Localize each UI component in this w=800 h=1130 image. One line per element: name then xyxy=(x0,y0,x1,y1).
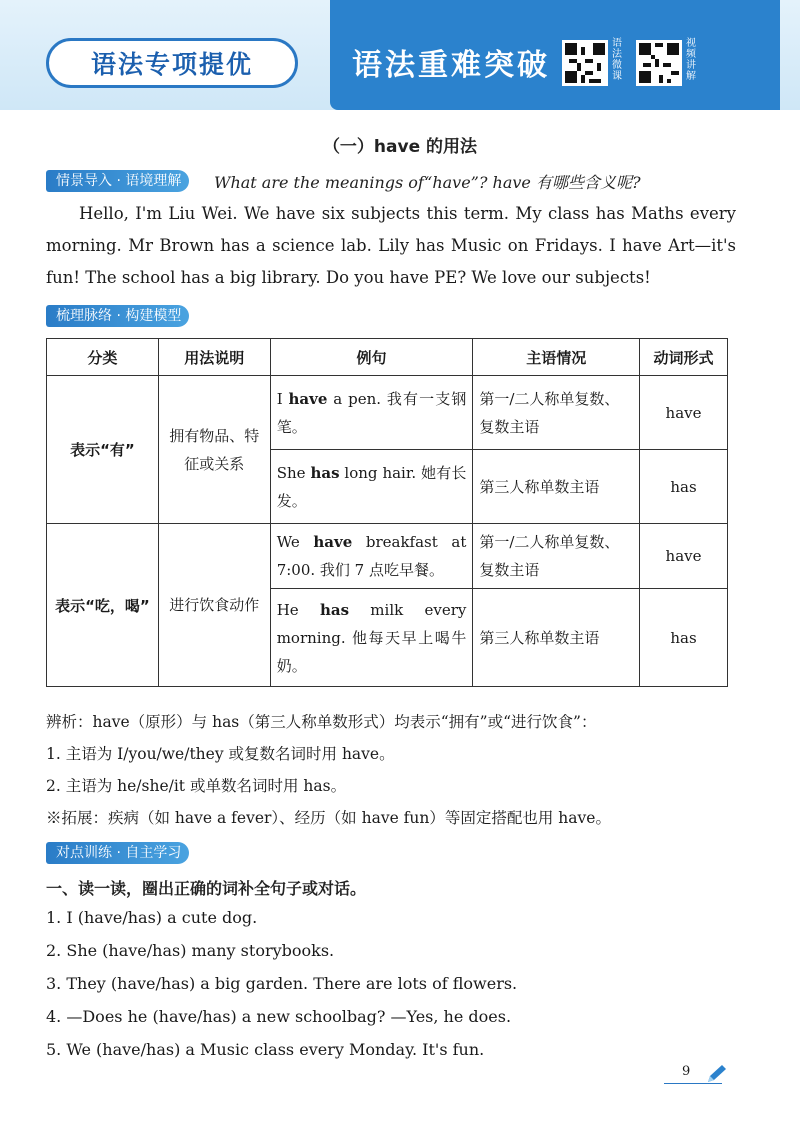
analysis-note: 辨析：have（原形）与 has（第三人称单数形式）均表示“拥有”或“进行饮食”： xyxy=(46,713,597,731)
table-header: 主语情况 xyxy=(473,339,640,376)
table-row xyxy=(47,524,728,589)
exercise-item[interactable]: 3. They (have/has) a big garden. There are lots of flowers. xyxy=(46,974,518,993)
example-cell xyxy=(270,524,473,589)
example-verb: has xyxy=(310,463,340,482)
intro-question: What are the meanings of“have”? have 有哪些含义呢? xyxy=(214,173,641,192)
verb-form-cell: has xyxy=(640,450,728,524)
header-banner xyxy=(330,0,780,110)
intro-tag: 情景导入 · 语境理解 xyxy=(46,170,189,192)
header-title: 语法重难突破 xyxy=(352,48,550,83)
rule-2: 2. 主语为 he/she/it 或单数名词时用 has。 xyxy=(46,777,347,795)
example-pre: She xyxy=(276,463,311,482)
table-header: 分类 xyxy=(47,339,159,376)
example-post: long hair. 她有长发。 xyxy=(276,463,467,510)
table-header-row xyxy=(47,339,728,376)
table-row xyxy=(47,376,728,450)
verb-form-cell: have xyxy=(640,524,728,589)
subject-cell: 第三人称单数主语 xyxy=(473,589,640,687)
rule-1: 1. 主语为 I/you/we/they 或复数名词时用 have。 xyxy=(46,745,395,763)
practice-tag: 对点训练 · 自主学习 xyxy=(46,842,189,864)
verb-form-cell: has xyxy=(640,589,728,687)
example-post: milk every morning. 他每天早上喝牛奶。 xyxy=(276,600,467,675)
qr-pattern xyxy=(639,43,679,83)
usage-cell: 拥有物品、特征或关系 xyxy=(158,376,270,524)
qr-code-icon[interactable] xyxy=(562,40,608,86)
page-number: 9 xyxy=(682,1064,691,1079)
usage-cell: 进行饮食动作 xyxy=(158,524,270,687)
qr2-caption: 视频讲解 xyxy=(686,38,696,82)
section-title: （一）have 的用法 xyxy=(322,137,478,157)
example-verb: have xyxy=(288,389,328,408)
series-label: 语法专项提优 xyxy=(90,50,253,79)
qr-pattern xyxy=(565,43,605,83)
table-header: 动词形式 xyxy=(640,339,728,376)
subject-cell: 第一/二人称单复数、复数主语 xyxy=(473,376,640,450)
example-post: a pen. 我有一支钢笔。 xyxy=(276,389,467,436)
example-pre: I xyxy=(276,389,289,408)
verb-form-cell: have xyxy=(640,376,728,450)
table-header: 例句 xyxy=(270,339,473,376)
pencil-icon xyxy=(704,1064,728,1084)
example-pre: We xyxy=(276,533,314,551)
model-tag: 梳理脉络 · 构建模型 xyxy=(46,305,189,327)
usage-table xyxy=(46,338,728,687)
subject-cell: 第一/二人称单复数、复数主语 xyxy=(473,524,640,589)
category-cell: 表示“有” xyxy=(47,376,159,524)
example-cell xyxy=(270,450,473,524)
example-cell xyxy=(270,376,473,450)
example-pre: He xyxy=(276,600,320,619)
example-verb: has xyxy=(319,600,350,619)
example-cell xyxy=(270,589,473,687)
exercise-item[interactable]: 1. I (have/has) a cute dog. xyxy=(46,908,258,927)
series-label-box xyxy=(46,38,298,88)
exercise-heading: 一、读一读，圈出正确的词补全句子或对话。 xyxy=(46,879,367,898)
intro-passage: Hello, I'm Liu Wei. We have six subjects this term. My class has Maths every morning. Mr Brown has a science lab. Lily has Music on Fridays. I have Art—it's fun! The school has a big library. Do you have PE? We love our subjects! xyxy=(46,204,736,287)
example-post: breakfast at 7:00. 我们 7 点吃早餐。 xyxy=(276,533,467,579)
extension-note: ※拓展：疾病（如 have a fever）、经历（如 have fun）等固定搭配也用 have。 xyxy=(46,809,611,827)
exercise-item[interactable]: 5. We (have/has) a Music class every Monday. It's fun. xyxy=(46,1040,485,1059)
page-header xyxy=(0,0,800,110)
qr-code-icon[interactable] xyxy=(636,40,682,86)
example-verb: have xyxy=(313,533,353,551)
exercise-item[interactable]: 4. —Does he (have/has) a new schoolbag? —Yes, he does. xyxy=(46,1007,512,1026)
category-cell: 表示“吃，喝” xyxy=(47,524,159,687)
subject-cell: 第三人称单数主语 xyxy=(473,450,640,524)
exercise-item[interactable]: 2. She (have/has) many storybooks. xyxy=(46,941,335,960)
qr1-caption: 语法微课 xyxy=(612,38,622,82)
table-header: 用法说明 xyxy=(158,339,270,376)
